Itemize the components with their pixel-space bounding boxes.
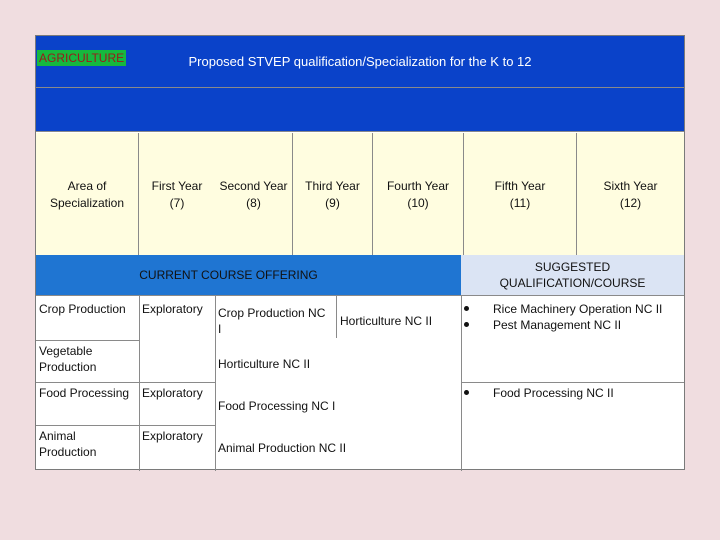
row3-course-a: Food Processing NC I (218, 399, 336, 413)
header-sixth-line2: (12) (619, 196, 642, 210)
row1-course-a-line1: Crop Production NC (218, 306, 326, 320)
header-fifth-line2: (11) (509, 196, 531, 210)
header-fourth-year (373, 133, 463, 255)
bullet-icon (464, 390, 469, 395)
header-sixth-year (577, 133, 684, 255)
suggested-item-text: Rice Machinery Operation NC II (493, 302, 663, 316)
row3-level: Exploratory (142, 386, 203, 400)
row2-course-a: Horticulture NC II (218, 357, 311, 371)
header-area-line2: Specialization (49, 196, 125, 210)
header-second-year (215, 133, 293, 255)
row1-level: Exploratory (142, 302, 203, 316)
header-fifth-line1: Fifth Year (494, 179, 546, 193)
header-second-line2: (8) (246, 196, 261, 210)
header-second-line1: Second Year (219, 179, 288, 193)
row4-area-line1: Animal (39, 429, 76, 443)
row4-level: Exploratory (142, 429, 203, 443)
sector-label: AGRICULTURE (39, 51, 125, 65)
row1-course-a-line2: I (218, 322, 222, 336)
header-first-line2: (7) (169, 196, 185, 210)
header-sixth-line1: Sixth Year (603, 179, 658, 193)
header-fourth-line2: (10) (407, 196, 429, 210)
row1-course-a (218, 305, 336, 337)
row4-area-line2: Production (39, 445, 97, 459)
suggested-line1: SUGGESTED (534, 260, 611, 274)
sector-bar (36, 88, 684, 132)
header-area (36, 133, 139, 255)
row2-area-line2: Production (39, 360, 97, 374)
row2-area (39, 343, 96, 375)
row4-area (39, 428, 96, 460)
suggested-list-2 (464, 385, 682, 401)
header-first-line1: First Year (151, 179, 203, 193)
current-offering-label: CURRENT COURSE OFFERING (36, 255, 461, 295)
row4-course-a: Animal Production NC II (218, 441, 347, 455)
header-third-line2: (9) (325, 196, 340, 210)
page-title: Proposed STVEP qualification/Specialization for the K to 12 (36, 36, 684, 88)
row1-course-b: Horticulture NC II (340, 314, 433, 328)
suggested-line2: QUALIFICATION/COURSE (499, 276, 646, 290)
suggested-item-text: Food Processing NC II (493, 386, 614, 400)
suggested-item (464, 385, 682, 401)
table-frame (35, 35, 685, 470)
row3-area: Food Processing (39, 386, 130, 400)
row1-area: Crop Production (39, 302, 126, 316)
header-fourth-line1: Fourth Year (386, 179, 450, 193)
suggested-item (464, 317, 682, 333)
header-third-line1: Third Year (305, 179, 360, 193)
suggested-header (461, 255, 684, 295)
suggested-list-1 (464, 301, 682, 333)
header-first-year (139, 133, 215, 255)
header-fifth-year (463, 133, 577, 255)
row2-area-line1: Vegetable (39, 344, 93, 358)
bullet-icon (464, 322, 469, 327)
header-third-year (293, 133, 373, 255)
bullet-icon (464, 306, 469, 311)
header-area-line1: Area of (67, 179, 107, 193)
suggested-item-text: Pest Management NC II (493, 318, 622, 332)
suggested-item (464, 301, 682, 317)
